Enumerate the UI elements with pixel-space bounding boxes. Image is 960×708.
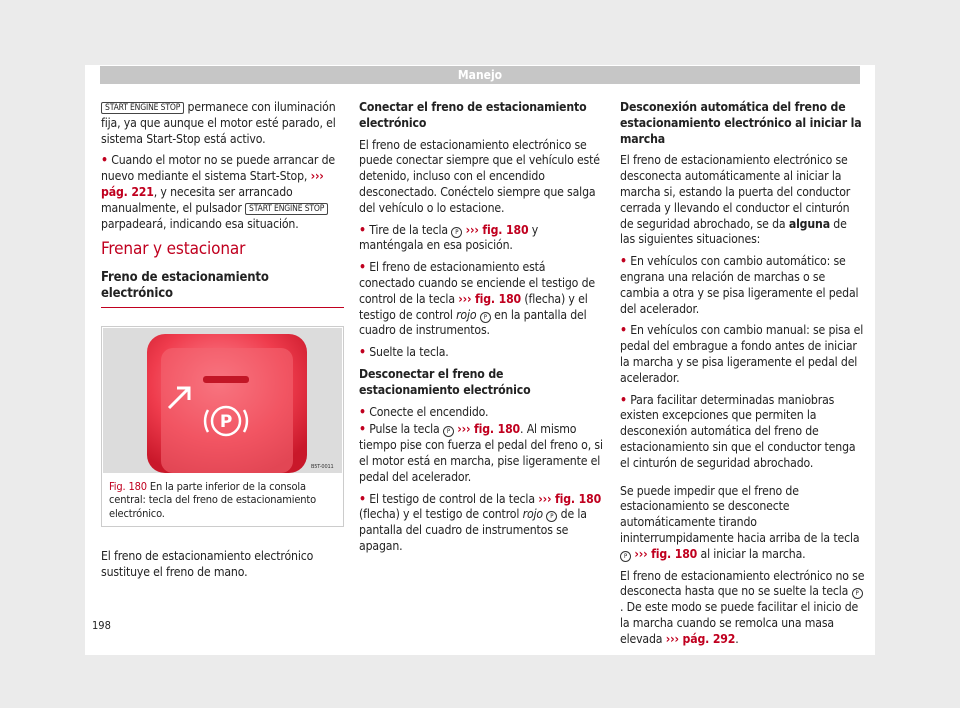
parking-brake-icon: P — [546, 511, 557, 522]
bullet-icon: • — [359, 404, 366, 419]
page-header: Manejo — [100, 66, 860, 84]
page-reference-link[interactable]: ››› pág. 292 — [665, 631, 736, 646]
text: Tire de la tecla — [369, 222, 448, 237]
text: al iniciar la marcha. — [700, 546, 806, 561]
paragraph — [620, 569, 865, 648]
text: Conecte el encendido. — [369, 404, 489, 419]
figure-label: Fig. 180 — [109, 479, 147, 493]
text: El freno de estacionamiento electrónico no se desconecta hasta que no se suelte la tecla — [620, 568, 865, 599]
bullet-item — [620, 323, 865, 386]
section-heading: Frenar y estacionar — [101, 239, 246, 260]
page-number: 198 — [92, 619, 111, 632]
figure-reference-link[interactable]: ››› fig. 180 — [538, 491, 602, 506]
bold-text: alguna — [788, 216, 830, 231]
svg-text:P: P — [219, 411, 233, 432]
text: (flecha) y el testigo de control — [359, 507, 520, 522]
block-heading: Conectar el freno de estacionamiento electrónico — [359, 100, 587, 130]
block-heading: Desconectar el freno de estacionamiento electrónico — [359, 366, 531, 397]
caption-text: En la parte inferior de la consola central: tecla del freno de estacionamiento electrónico. — [109, 479, 317, 520]
text: Se puede impedir que el freno de estacionamiento se desconecte automáticamente tirando ininterrumpidamente hacia arriba de la tecla — [620, 483, 860, 545]
text: Pulse la tecla — [369, 422, 440, 437]
bullet-icon: • — [620, 323, 627, 338]
paragraph — [620, 484, 865, 563]
bullet-item — [101, 153, 344, 232]
parking-brake-console-illustration — [103, 328, 342, 473]
figure-reference-link[interactable]: ››› fig. 180 — [634, 546, 698, 561]
bullet-icon: • — [359, 345, 366, 360]
text: . — [735, 631, 739, 646]
text: de las siguientes situaciones: — [620, 216, 847, 247]
text: y manténgala en esa posición. — [359, 222, 539, 253]
bullet-icon: • — [359, 260, 366, 275]
bullet-item — [359, 492, 603, 555]
bullet-icon: • — [101, 153, 108, 168]
text: . Al mismo tiempo pise con fuerza el pedal del freno o, si el motor está en marcha, pise ligeramente el pedal del acelerador. — [359, 422, 603, 484]
text: parpadeará, indicando esa situación. — [101, 216, 299, 231]
text: en la pantalla del cuadro de instrumentos. — [359, 307, 587, 338]
bullet-item — [359, 223, 603, 255]
text: El freno de estacionamiento está conectado cuando se enciende el testigo de control de la tecla — [359, 260, 595, 306]
bullet-item — [620, 393, 865, 472]
parking-brake-icon: P — [480, 312, 491, 323]
italic-text: rojo — [456, 307, 477, 322]
bullet-icon: • — [359, 491, 366, 506]
figure-caption — [102, 474, 343, 527]
bullet-item — [359, 345, 603, 361]
page-reference-link[interactable]: ››› pág. 221 — [101, 169, 324, 199]
bullet-item — [359, 405, 603, 421]
figure-reference-link[interactable]: ››› fig. 180 — [458, 291, 522, 306]
start-engine-stop-key: START ENGINE STOP — [245, 203, 328, 215]
parking-brake-icon: P — [443, 426, 454, 437]
text: , y necesita ser arrancado manualmente, el pulsador — [101, 184, 293, 215]
text: de la pantalla del cuadro de instrumentos se apagan. — [359, 507, 587, 553]
start-engine-stop-key: START ENGINE STOP — [101, 102, 184, 114]
bullet-item — [359, 422, 603, 485]
block-heading: Desconexión automática del freno de estacionamiento electrónico al iniciar la marcha — [620, 100, 862, 146]
parking-brake-icon: P — [620, 551, 631, 562]
text: Suelte la tecla. — [369, 345, 449, 360]
paragraph: El freno de estacionamiento electrónico sustituye el freno de mano. — [101, 549, 314, 580]
bullet-icon: • — [359, 222, 366, 237]
column-3 — [620, 100, 865, 654]
figure — [101, 326, 344, 528]
text: En vehículos con cambio automático: se engrana una relación de marchas o se cambia a otra y se pisa ligeramente el pedal del acelerador. — [620, 254, 859, 316]
bullet-item — [359, 260, 603, 339]
column-1 — [101, 100, 344, 587]
text: . De este modo se puede facilitar el inicio de la marcha cuando se remolca una masa elevada — [620, 600, 859, 646]
bullet-icon: • — [359, 422, 366, 437]
paragraph: El freno de estacionamiento electrónico se puede conectar siempre que el vehículo esté detenido, incluso con el encendido desconectado. Conéctelo siempre que salga del vehículo o lo estacione. — [359, 137, 600, 215]
text: (flecha) y el testigo de control — [359, 291, 588, 322]
figure-reference-link[interactable]: ››› fig. 180 — [457, 422, 521, 437]
parking-brake-icon: P — [451, 227, 462, 238]
column-2 — [359, 100, 603, 561]
figure-reference-link[interactable]: ››› fig. 180 — [465, 222, 529, 237]
text: El freno de estacionamiento electrónico se desconecta automáticamente al iniciar la marcha si, estando la puerta del conductor cerrada y llevando el conductor el cinturón de seguridad abrochado, se da — [620, 153, 851, 231]
figure-code: B5T-0011 — [311, 463, 334, 470]
figure-image — [103, 328, 342, 473]
text: El testigo de control de la tecla — [369, 491, 535, 506]
subsection-heading: Freno de estacionamiento electrónico — [101, 270, 344, 308]
bullet-icon: • — [620, 392, 627, 407]
text: En vehículos con cambio manual: se pisa el pedal del embrague a fondo antes de iniciar la marcha y se pisa ligeramente el pedal del acelerador. — [620, 323, 864, 385]
text: permanece con iluminación fija, ya que aunque el motor esté parado, el sistema Start-Stop está activo. — [101, 100, 336, 146]
bullet-item — [620, 254, 865, 317]
parking-brake-icon: P — [852, 588, 863, 599]
paragraph — [620, 153, 865, 248]
bullet-icon: • — [620, 254, 627, 269]
paragraph — [101, 100, 344, 147]
italic-text: rojo — [522, 507, 543, 522]
text: Para facilitar determinadas maniobras existen excepciones que permiten la desconexión automática del freno de estacionamiento sin que el conductor tenga el cinturón de seguridad abrochado. — [620, 392, 856, 470]
text: Cuando el motor no se puede arrancar de nuevo mediante el sistema Start-Stop, — [101, 153, 336, 184]
